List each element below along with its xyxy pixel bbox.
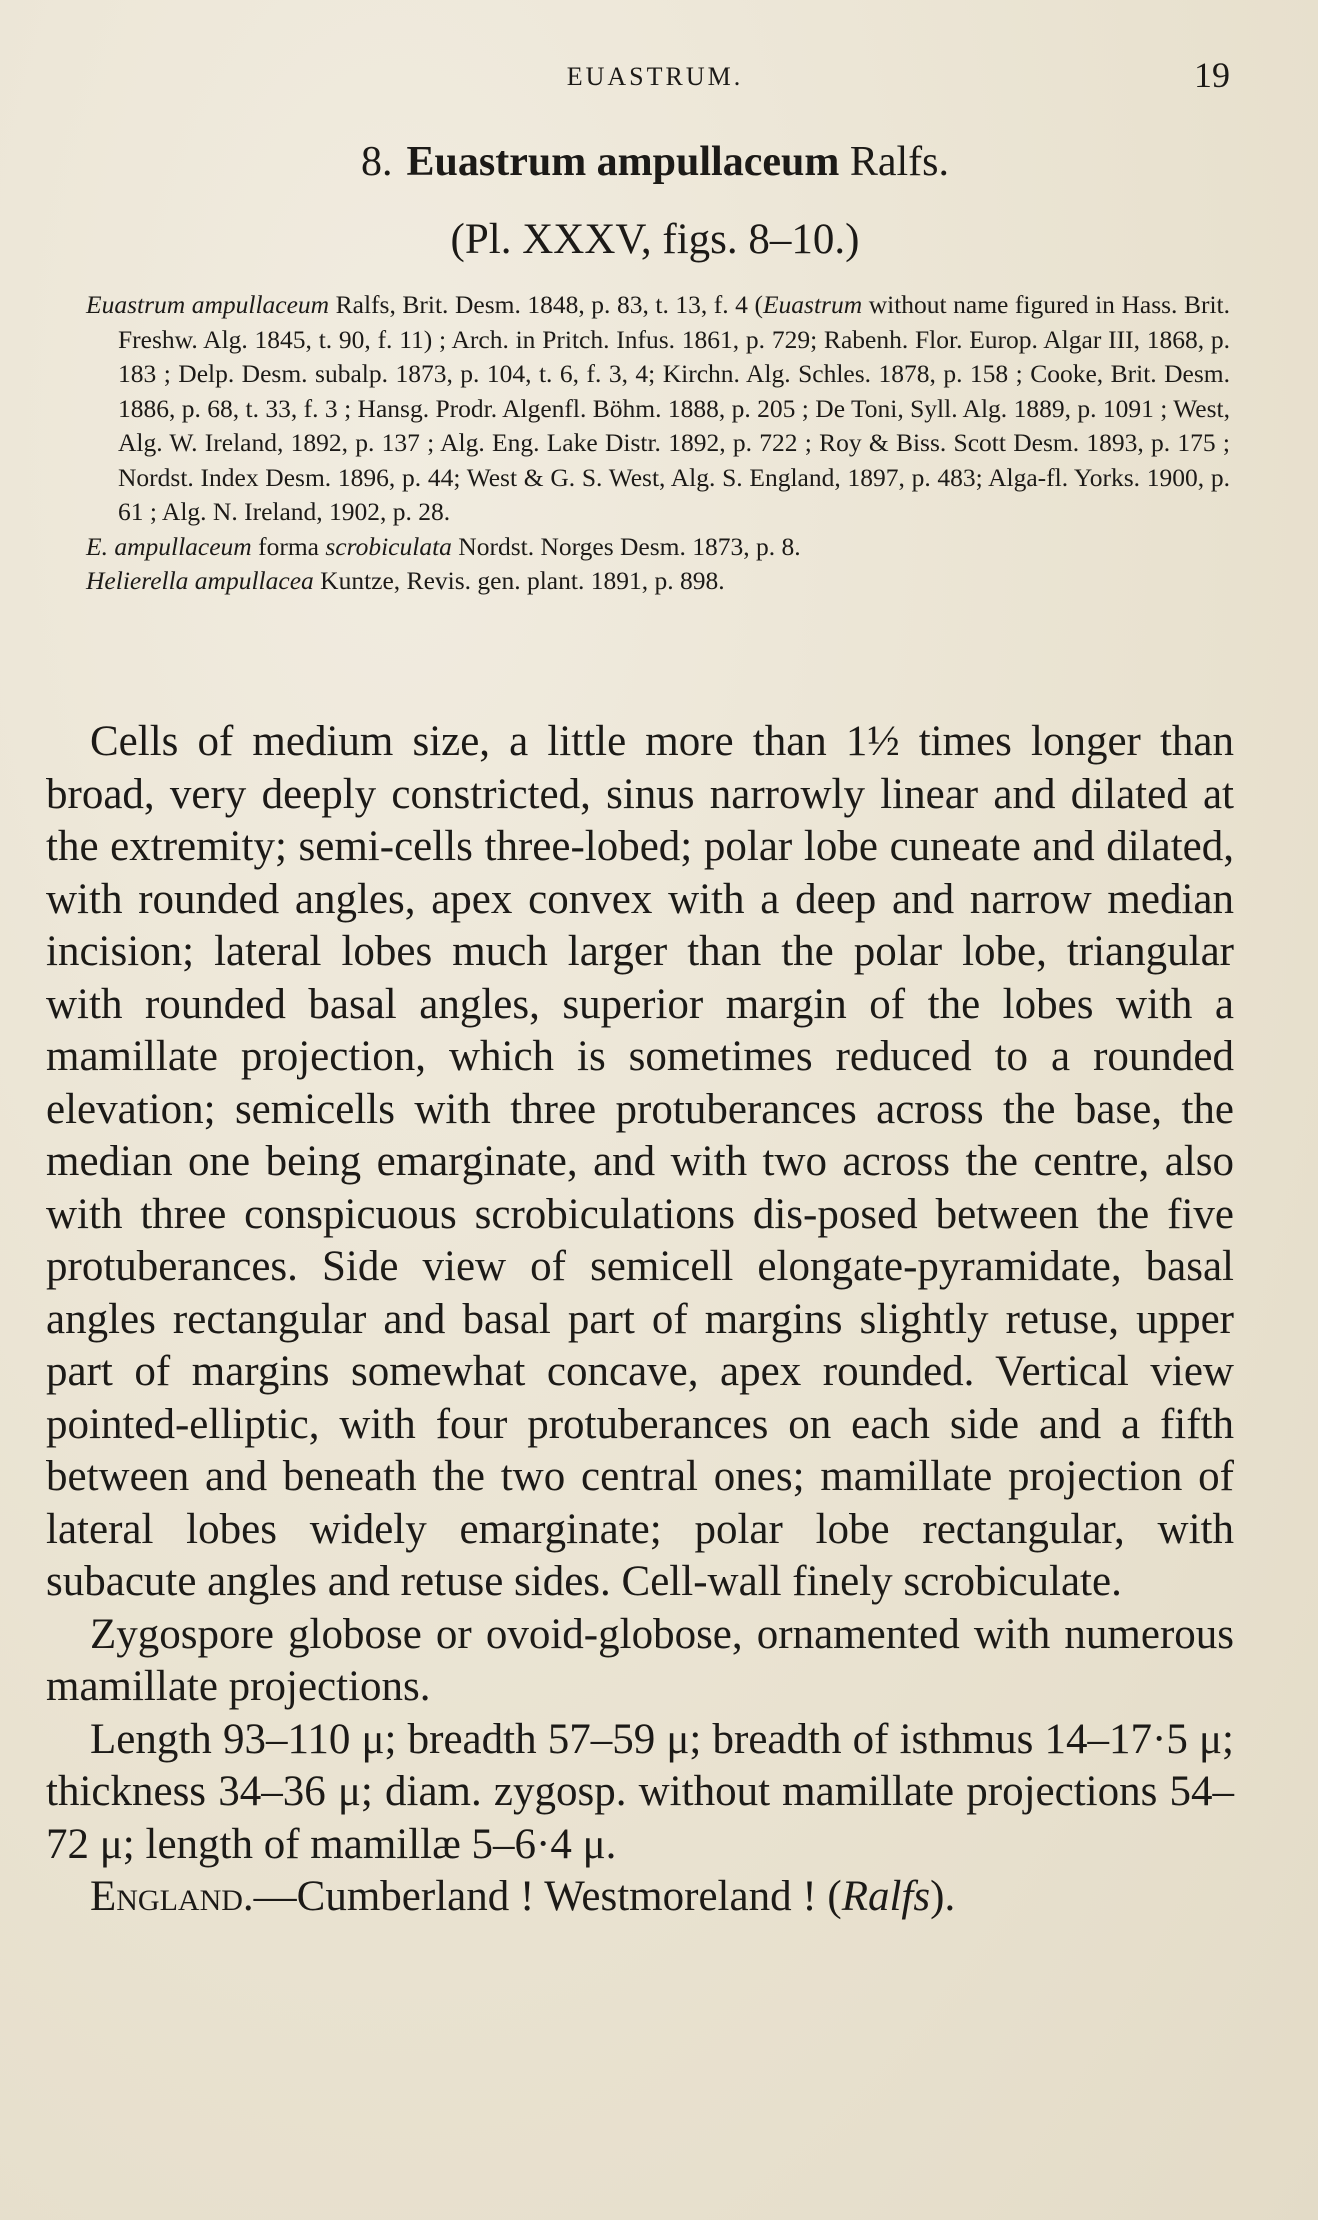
forma-name: scrobiculata bbox=[325, 531, 452, 561]
synonymy-entry bbox=[86, 288, 1230, 530]
zygospore-paragraph: Zygospore globose or ovoid-globose, ornamented with numerous mamillate projections. bbox=[46, 1610, 1234, 1710]
synonym-name: Euastrum bbox=[762, 290, 863, 319]
citation-text: Ralfs, Brit. Desm. 1848, p. 83, t. 13, f. 4 ( bbox=[329, 290, 763, 319]
synonymy-block bbox=[86, 288, 1230, 599]
locality-country: England. bbox=[90, 1873, 254, 1920]
citation-text: forma bbox=[251, 531, 326, 561]
running-title: EUASTRUM. bbox=[566, 62, 744, 91]
synonym-name: Helierella ampullacea bbox=[86, 566, 314, 595]
citation-text: Kuntze, Revis. gen. plant. 1891, p. 898. bbox=[313, 566, 725, 595]
synonymy-entry bbox=[86, 530, 1230, 565]
synonymy-entry bbox=[86, 564, 1230, 599]
locality-close: ). bbox=[930, 1873, 956, 1920]
species-authority: Ralfs. bbox=[849, 139, 949, 185]
citation-text: without name figured in Hass. Brit. Freshw. Alg. 1845, t. 90, f. 11) ; Arch. in Pritch. Infus. 1861, p. 729; Rabenh. Flor. Europ. Algar III, 1868, p. 183 ; Delp. Desm. subalp. 1873, p. 104, t. 6, f. 3, 4; Kirchn. Alg. Schles. 1878, p. 158 ; Cooke, Brit. Desm. 1886, p. 68, t. 33, f. 3 ; Hansg. Prodr. Algenfl. Böhm. 1888, p. 205 ; De Toni, Syll. Alg. 1889, p. 1091 ; West, Alg. W. Ireland, 1892, p. 137 ; Alg. Eng. Lake Distr. 1892, p. 722 ; Roy & Biss. Scott Desm. 1893, p. 175 ; Nordst. Index Desm. 1896, p. 44; West & G. S. West, Alg. S. England, 1897, p. 483; Alga-fl. Yorks. 1900, p. 61 ; Alg. N. Ireland, 1902, p. 28. bbox=[118, 290, 1230, 526]
measurements-paragraph: Length 93–110 μ; breadth 57–59 μ; breadth of isthmus 14–17·5 μ; thickness 34–36 μ; diam. zygosp. without mamillate projections 54–72 μ; length of mamillæ 5–6·4 μ. bbox=[46, 1715, 1234, 1868]
locality-paragraph bbox=[46, 1871, 1234, 1924]
page-number: 19 bbox=[1194, 55, 1230, 95]
locality-collector: Ralfs bbox=[841, 1873, 931, 1920]
synonym-name: E. ampullaceum bbox=[86, 531, 252, 561]
description-block bbox=[46, 716, 1234, 1924]
species-heading bbox=[80, 134, 1230, 190]
species-number: 8. bbox=[360, 139, 393, 185]
species-name: Euastrum ampullaceum bbox=[406, 139, 840, 185]
description-paragraph: Cells of medium size, a little more than 1½ times longer than broad, very deeply constricted, sinus narrowly linear and dilated at the extremity; semi-cells three-lobed; polar lobe cuneate and dilated, with rounded angles, apex convex with a deep and narrow median incision; lateral lobes much larger than the polar lobe, triangular with rounded basal angles, superior margin of the lobes with a mamillate projection, which is sometimes reduced to a rounded elevation; semicells with three protuberances across the base, the median one being emarginate, and with two across the centre, also with three conspicuous scrobiculations dis-posed between the five protuberances. Side view of semicell elongate-pyramidate, basal angles rectangular and basal part of margins slightly retuse, upper part of margins somewhat concave, apex rounded. Vertical view pointed-elliptic, with four protuberances on each side and a fifth between and beneath the two central ones; mamillate projection of lateral lobes widely emarginate; polar lobe rectangular, with subacute angles and retuse sides. Cell-wall finely scrobiculate. bbox=[46, 718, 1234, 1605]
locality-text: —Cumberland ! Westmoreland ! ( bbox=[253, 1873, 842, 1920]
synonym-name: Euastrum ampullaceum bbox=[86, 290, 330, 319]
running-head bbox=[80, 52, 1230, 102]
citation-text: Nordst. Norges Desm. 1873, p. 8. bbox=[451, 531, 801, 561]
plate-reference: (Pl. XXXV, figs. 8–10.) bbox=[450, 216, 860, 263]
